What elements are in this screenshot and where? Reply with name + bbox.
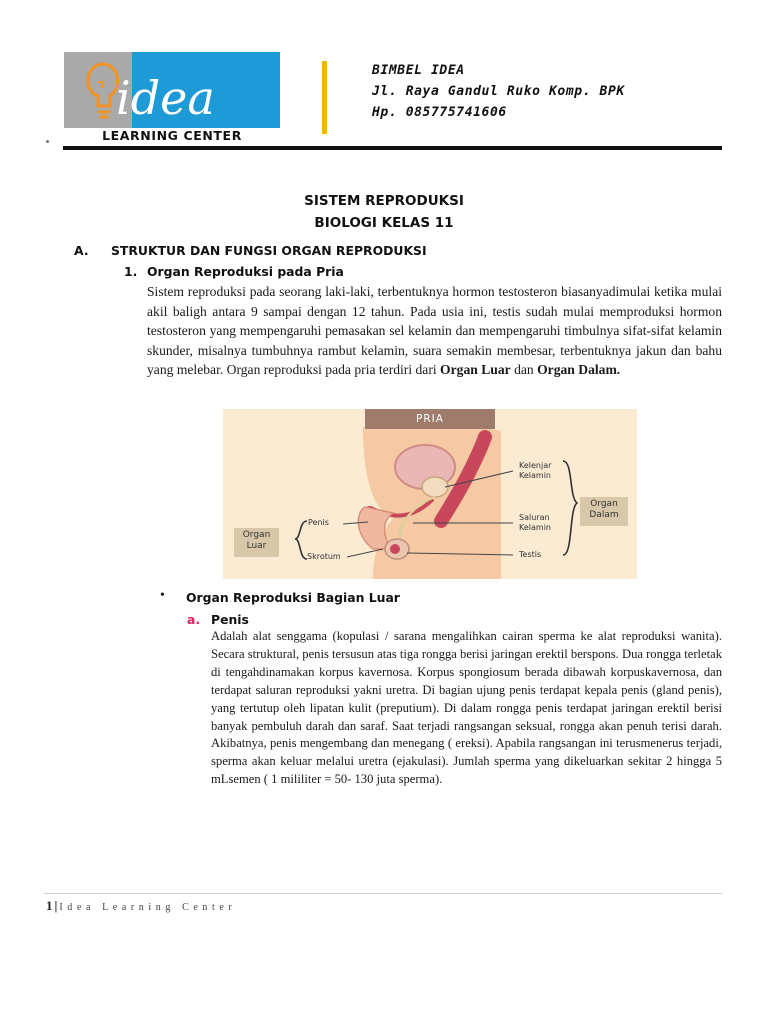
label-testis: Testis: [519, 550, 542, 559]
logo-tagline: LEARNING CENTER: [102, 128, 242, 143]
organ-luar-term: Organ Luar: [440, 362, 511, 378]
label-saluran-kelamin: Saluran Kelamin: [519, 513, 551, 532]
male-reproductive-diagram: [223, 409, 637, 579]
organ-luar-box: Organ Luar: [234, 528, 279, 557]
header-accent-bar: [322, 61, 327, 134]
figure-title: PRIA: [416, 413, 444, 425]
bullet-icon: •: [160, 588, 165, 603]
item-a-letter: a.: [187, 612, 201, 627]
stray-dot: [46, 140, 49, 143]
svg-text:idea: idea: [116, 71, 215, 125]
org-address: Jl. Raya Gandul Ruko Komp. BPK: [372, 84, 625, 99]
section-heading: STRUKTUR DAN FUNGSI ORGAN REPRODUKSI: [111, 243, 427, 258]
label-skrotum: Skrotum: [307, 552, 341, 561]
label-kelenjar-kelamin: Kelenjar Kelamin: [519, 461, 552, 480]
footer-org: Idea Learning Center: [59, 902, 237, 913]
subsection-number: 1.: [124, 264, 138, 279]
org-name: BIMBEL IDEA: [372, 63, 465, 78]
page-number: 1: [46, 898, 53, 913]
bullet-heading: Organ Reproduksi Bagian Luar: [186, 590, 400, 605]
page-footer: [46, 898, 236, 914]
subsection-heading: Organ Reproduksi pada Pria: [147, 264, 344, 279]
idea-logo: [64, 52, 280, 142]
penis-paragraph: Adalah alat senggama (kopulasi / sarana mengalihkan cairan sperma ke alat reproduksi wanita). Secara struktural, penis tersusun atas tiga rongga berisi jaringan erektil berspons. Dua rongga terletak di tengahdinamakan korpus kavernosa. Korpus spongiosum berada dibawah korpuskavernosa, dan terdapat saluran reproduksi yakni uretra. Di bagian ujung penis terdapat kepala penis (gland penis), yang tertutup oleh lipatan kulit (preputium). Di dalam rongga penis terdapat jaringan erektil berisi banyak pembuluh darah dan saraf. Saat terjadi rangsangan seksual, rongga akan penuh terisi darah. Akibatnya, penis mengembang dan menegang ( ereksi). Apabila rangsangan ini terusmenerus terjadi, sperma akan keluar melalui uretra (ejakulasi). Jumlah sperma yang dikeluarkan sekitar 2 hingga 5 mLsemen ( 1 mililiter = 50- 130 juta sperma).: [211, 629, 722, 787]
doc-title: SISTEM REPRODUKSI: [304, 193, 464, 209]
header-rule: [63, 146, 722, 150]
org-phone: Hp. 085775741606: [372, 105, 507, 120]
organ-dalam-term: Organ Dalam.: [537, 362, 621, 378]
footer-rule: [44, 893, 722, 894]
doc-subtitle: BIOLOGI KELAS 11: [314, 215, 454, 231]
label-penis: Penis: [308, 518, 329, 527]
footer-separator: |: [54, 898, 58, 913]
intro-paragraph: Sistem reproduksi pada seorang laki-laki, terbentuknya hormon testosteron biasanyadimulai ketika mulai akil baligh antara 9 sampai dengan 12 tahun. Pada usia ini, testis sudah mulai memproduksi hormon testosteron yang mempengaruhi pemasakan sel kelamin dan mempengaruhi timbulnya sifat-sifat kelamin skunder, misalnya tumbuhnya rambut kelamin, suara semakin membesar, terbentuknya jakun dan bahu yang melebar. Organ reproduksi pada pria terdiri dari Organ Luar dan Organ Dalam.: [147, 284, 722, 378]
organ-dalam-box: Organ Dalam: [580, 497, 628, 526]
item-a-title: Penis: [211, 612, 249, 627]
section-letter: A.: [74, 243, 89, 258]
